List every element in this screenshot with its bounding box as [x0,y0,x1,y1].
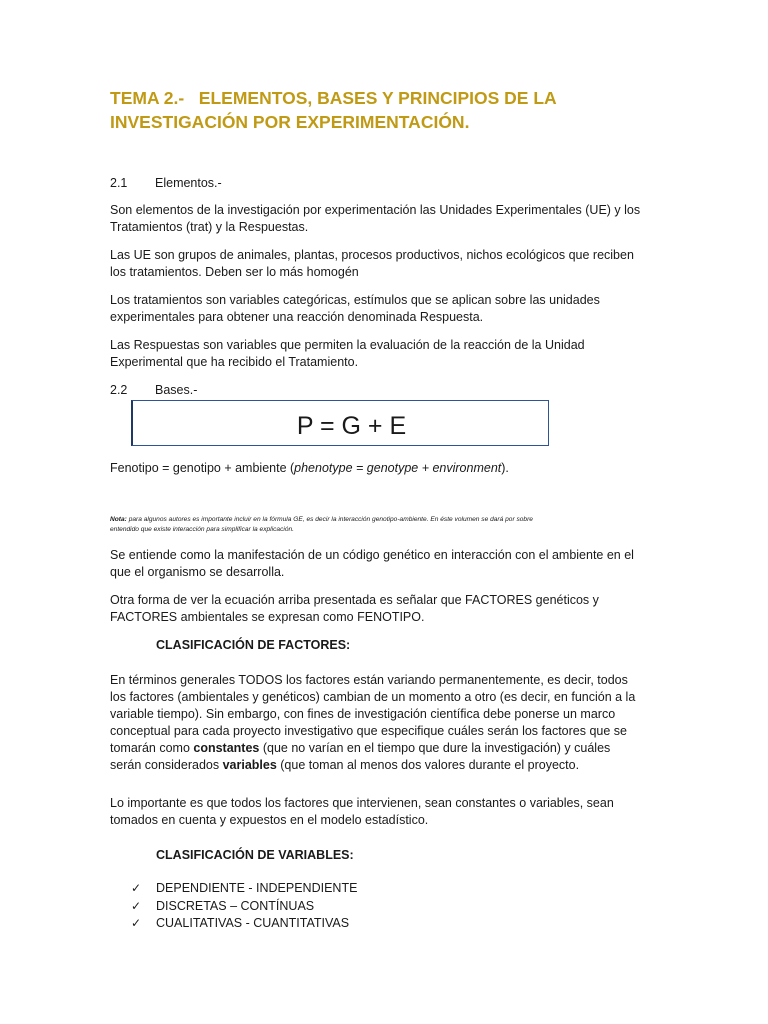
list-item-label: CUALITATIVAS - CUANTITATIVAS [156,916,350,930]
heading-clasificacion-factores: CLASIFICACIÓN DE FACTORES: [156,638,351,652]
paragraph-elementos [110,202,670,236]
section-heading-elementos [110,175,222,191]
paragraph-ue [110,247,670,281]
text-line: que el organismo se desarrolla. [110,565,285,579]
checkmark-icon: ✓ [131,916,142,930]
text-line: Las Respuestas son variables que permiten la evaluación de la reacción de la Unidad [110,338,585,352]
list-item-label: DEPENDIENTE - INDEPENDIENTE [156,881,358,895]
section-label: Elementos.- [155,176,222,190]
text-line: variable tiempo). Sin embargo, con fines de investigación científica debe ponerse un marco [110,707,616,721]
text-line: Lo importante es que todos los factores que intervienen, sean constantes o variables, sean [110,796,614,810]
equation: P = G + E [296,412,407,440]
paragraph-terminos-generales [110,672,670,774]
text-segment: (que no varían en el tiempo que dure la investigación) y cuáles [259,741,611,755]
text-line: Experimental que ha recibido el Tratamiento. [110,355,359,369]
paragraph-factores [110,592,670,626]
text-line: Otra forma de ver la ecuación arriba presentada es señalar que FACTORES genéticos y [110,593,599,607]
list-item [131,880,357,898]
list-item-label: DISCRETAS – CONTÍNUAS [156,898,315,913]
paragraph-importante [110,795,670,829]
note-text: para algunos autores es importante incluir en la fórmula GE, es decir la interacción genotipo-ambiente. En éste volumen se dará por sobre [126,516,533,523]
checkmark-icon: ✓ [131,898,142,913]
text-line: En términos generales TODOS los factores están variando permanentemente, es decir, todos [110,673,628,687]
bold-text: variables [222,758,277,772]
text-line: FACTORES ambientales se expresan como FENOTIPO. [110,610,425,624]
section-number: 2.1 [110,176,128,190]
note-line: entendido que existe interacción para simplificar la explicación. [110,526,294,533]
heading-clasificacion-variables: CLASIFICACIÓN DE VARIABLES: [156,848,354,862]
text-line [110,757,670,774]
section-heading-bases [110,382,197,398]
equation-box [131,400,549,446]
text-line: tomados en cuenta y expuestos en el modelo estadístico. [110,813,429,827]
checkmark-icon: ✓ [131,881,142,895]
variables-checklist [131,880,357,933]
text-line: Las UE son grupos de animales, plantas, procesos productivos, nichos ecológicos que reciben [110,248,634,262]
italic-text: phenotype = genotype + environment [294,461,502,475]
paragraph-tratamientos [110,292,670,326]
text-line [110,740,670,757]
text-line: los factores (ambientales y genéticos) cambian de un momento a otro (es decir, en función a la [110,690,636,704]
text-segment: (que toman al menos dos valores durante el proyecto. [276,758,580,772]
text-line: los tratamientos. Deben ser lo más homogén [110,265,359,279]
list-item [131,915,357,933]
note-line [110,515,670,525]
text-segment: serán considerados [110,758,223,772]
section-number: 2.2 [110,383,128,397]
text-line: conceptual para cada proyecto investigativo que especifique cuáles serán los factores que se [110,724,627,738]
text-line: experimentales para obtener una reacción denominada Respuesta. [110,310,484,324]
text-segment: ). [501,461,509,475]
footnote [110,515,670,535]
note-label: Nota: [110,516,127,523]
bold-text: constantes [193,741,260,755]
title-line: INVESTIGACIÓN POR EXPERIMENTACIÓN. [110,112,470,132]
text-segment: Fenotipo = genotipo + ambiente ( [110,461,295,475]
document-title [110,86,670,134]
section-label: Bases.- [155,383,198,397]
paragraph-manifestacion [110,547,670,581]
text-line [110,460,670,477]
paragraph-respuestas [110,337,670,371]
text-line: Tratamientos (trat) y la Respuestas. [110,220,309,234]
text-line: Los tratamientos son variables categóricas, estímulos que se aplican sobre las unidades [110,293,600,307]
title-line: TEMA 2.- ELEMENTOS, BASES Y PRINCIPIOS DE LA [110,88,557,108]
text-line: Se entiende como la manifestación de un código genético en interacción con el ambiente en el [110,548,634,562]
text-segment: tomarán como [110,741,194,755]
fenotipo-definition [110,460,670,477]
list-item [131,898,357,916]
text-line: Son elementos de la investigación por experimentación las Unidades Experimentales (UE) y los [110,203,641,217]
